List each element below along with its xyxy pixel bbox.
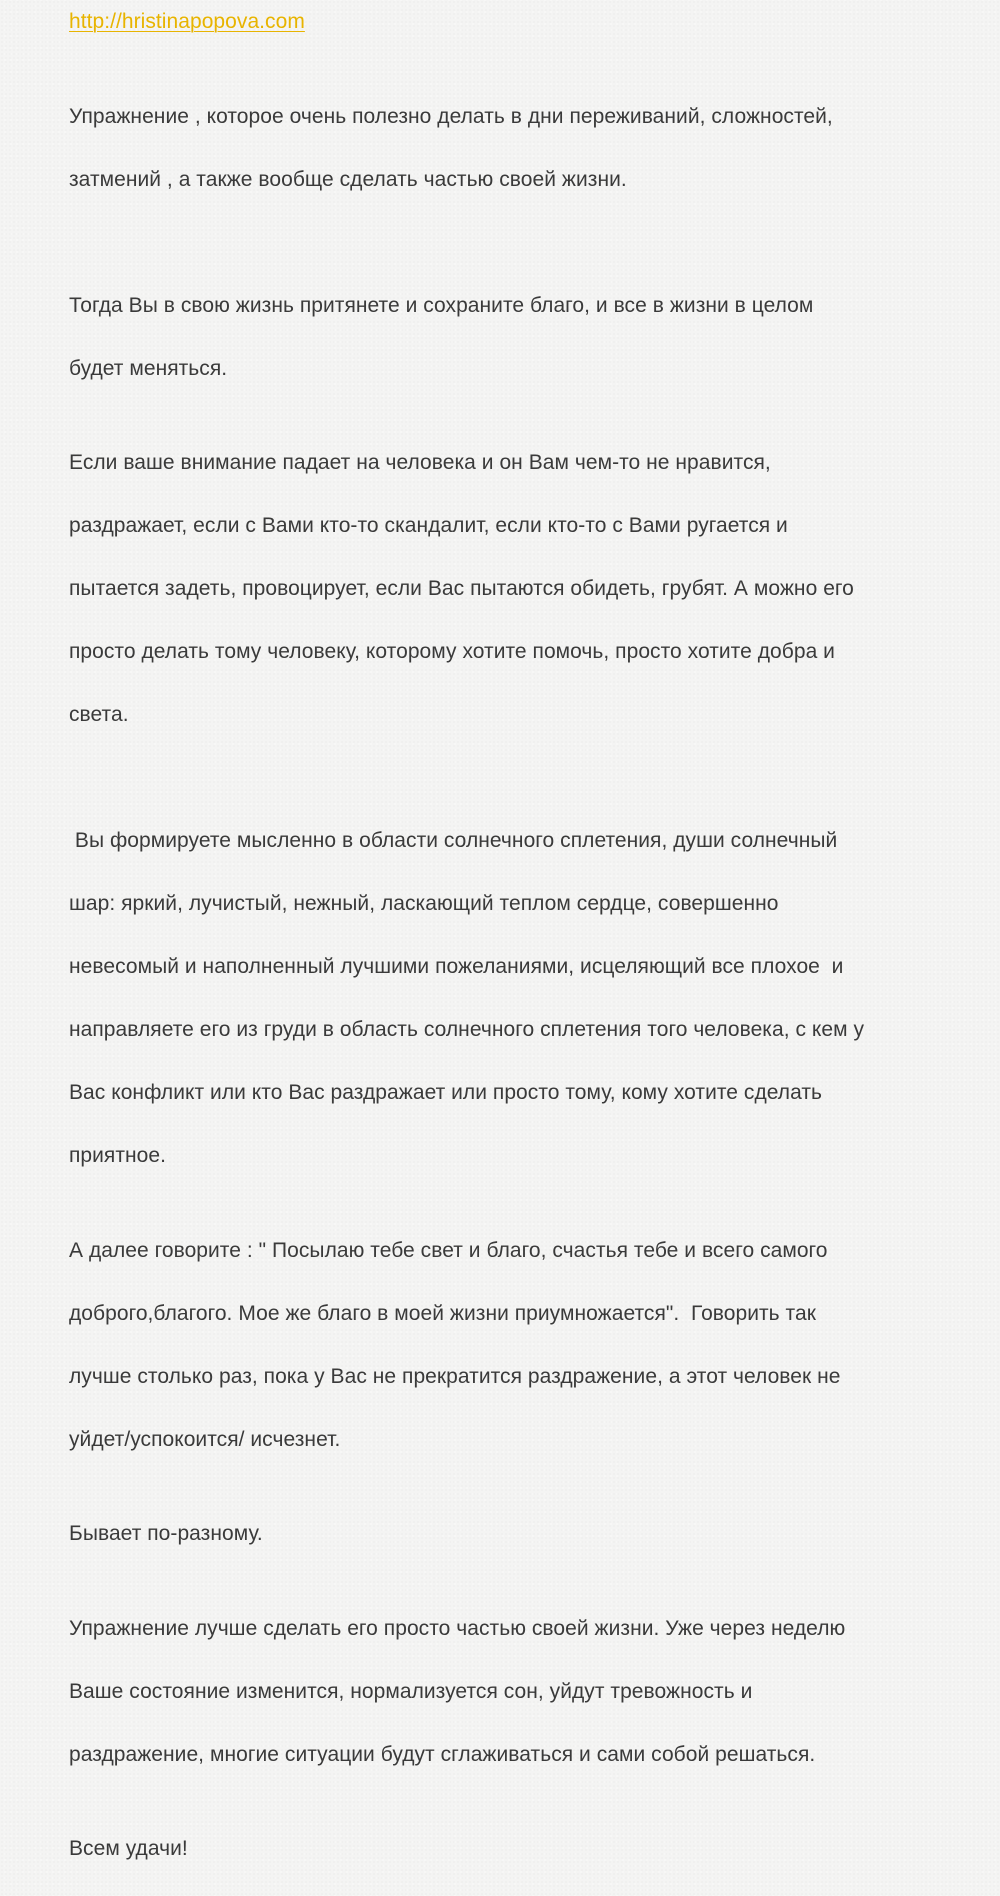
paragraph-varies <box>69 1487 949 1582</box>
text-line: шар: яркий, лучистый, нежный, ласкающий теплом сердце, совершенно <box>69 888 949 920</box>
text-line: лучше столько раз, пока у Вас не прекратится раздражение, а этот человек не <box>69 1361 949 1393</box>
paragraph-situation <box>69 416 949 763</box>
text-line: Упражнение , которое очень полезно делать в дни переживаний, сложностей, <box>69 101 949 133</box>
blank-line <box>69 38 949 70</box>
text-line: света. <box>69 699 949 731</box>
text-line: А далее говорите : " Посылаю тебе свет и благо, счастья тебе и всего самого <box>69 1235 949 1267</box>
text-line: затмений , а также вообще сделать частью своей жизни. <box>69 164 949 196</box>
paragraph-instruction <box>69 794 949 1204</box>
text-line: направляете его из груди в область солнечного сплетения того человека, с кем у <box>69 1014 949 1046</box>
text-line: приятное. <box>69 1140 949 1172</box>
paragraph-closing <box>69 1802 949 1896</box>
text-line: Ваше состояние изменится, нормализуется сон, уйдут тревожность и <box>69 1676 949 1708</box>
text-line: Бывает по-разному. <box>69 1518 949 1550</box>
text-line: раздражение, многие ситуации будут сглаживаться и сами собой решаться. <box>69 1739 949 1771</box>
text-line: Тогда Вы в свою жизнь притянете и сохраните благо, и все в жизни в целом <box>69 290 949 322</box>
paragraph-habit <box>69 1581 949 1802</box>
text-line: Вас конфликт или кто Вас раздражает или просто тому, кому хотите сделать <box>69 1077 949 1109</box>
blank-line <box>69 227 949 259</box>
note-body[interactable] <box>69 6 949 1896</box>
text-line: Упражнение лучше сделать его просто частью своей жизни. Уже через неделю <box>69 1613 949 1645</box>
text-line: доброго,благого. Мое же благо в моей жизни приумножается". Говорить так <box>69 1298 949 1330</box>
text-line: Всем удачи! <box>69 1833 949 1865</box>
text-line: невесомый и наполненный лучшими пожеланиями, исцеляющий все плохое и <box>69 951 949 983</box>
paragraph-affirmation <box>69 1203 949 1487</box>
text-line: просто делать тому человеку, которому хотите помочь, просто хотите добра и <box>69 636 949 668</box>
text-line: будет меняться. <box>69 353 949 385</box>
text-line: Если ваше внимание падает на человека и он Вам чем-то не нравится, <box>69 447 949 479</box>
website-link[interactable]: http://hristinapopova.com <box>69 6 949 38</box>
paragraph-benefit <box>69 258 949 416</box>
blank-line <box>69 762 949 794</box>
text-line: Вы формируете мысленно в области солнечного сплетения, души солнечный <box>69 825 949 857</box>
text-line: пытается задеть, провоцирует, если Вас пытаются обидеть, грубят. А можно его <box>69 573 949 605</box>
paragraph-intro <box>69 69 949 227</box>
text-line: раздражает, если с Вами кто-то скандалит, если кто-то с Вами ругается и <box>69 510 949 542</box>
text-line: уйдет/успокоится/ исчезнет. <box>69 1424 949 1456</box>
